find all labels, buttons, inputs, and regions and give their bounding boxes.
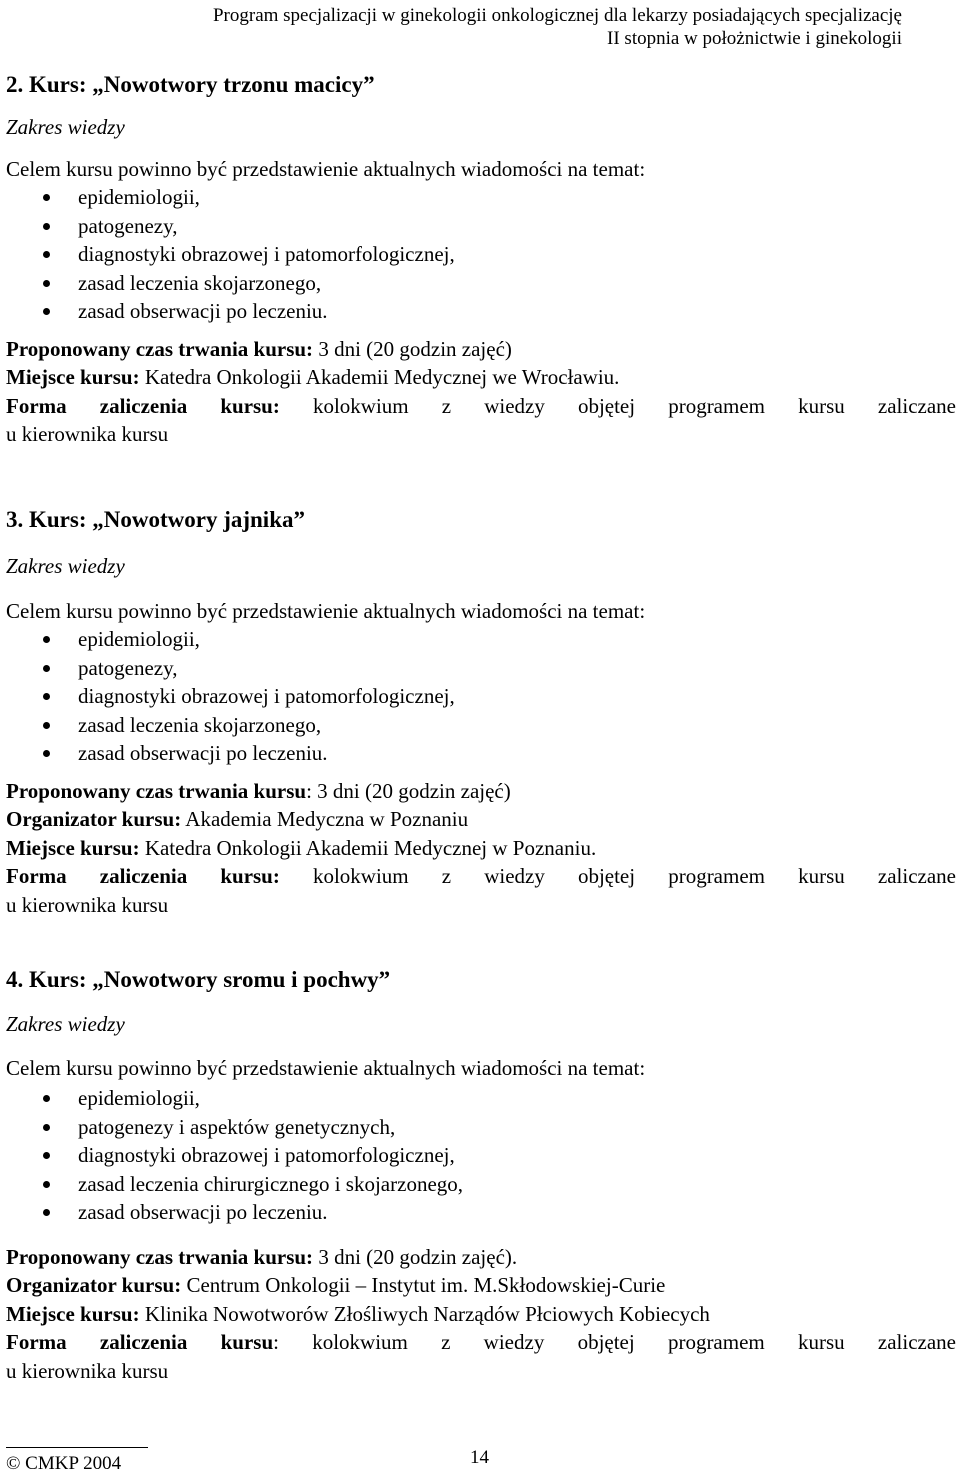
duration-label: Proponowany czas trwania kursu: [6, 336, 314, 361]
course-section [6, 965, 956, 1385]
list-item: zasad leczenia chirurgicznego i skojarzonego, [6, 1170, 956, 1199]
topic-list [6, 625, 956, 768]
list-item: diagnostyki obrazowej i patomorfologicznej, [6, 1141, 956, 1170]
location-line [6, 363, 956, 392]
assessment-value: kolokwium z wiedzy objętej programem kursu zaliczane [279, 393, 956, 418]
organizer-label: Organizator kursu: [6, 807, 182, 831]
assessment-value: : kolokwium z wiedzy objętej programem kursu zaliczane [273, 1330, 956, 1354]
assessment-label: Forma zaliczenia kursu: [6, 864, 280, 888]
list-item: patogenezy, [6, 212, 956, 241]
duration-label: Proponowany czas trwania kursu [6, 778, 307, 803]
header-line-2: II stopnia w położnictwie i ginekologii [607, 28, 902, 49]
course-title: 4. Kurs: „Nowotwory sromu i pochwy” [6, 967, 391, 992]
location-value: Katedra Onkologii Akademii Medycznej w Poznaniu. [139, 835, 597, 860]
location-label: Miejsce kursu: [6, 365, 140, 389]
duration-line [6, 1243, 956, 1272]
duration-value: : 3 dni (20 godzin zajęć) [306, 778, 511, 803]
assessment-line [6, 1328, 956, 1357]
course-intro: Celem kursu powinno być przedstawienie aktualnych wiadomości na temat: [6, 1055, 646, 1080]
list-item: zasad leczenia skojarzonego, [6, 269, 956, 298]
location-value: Klinika Nowotworów Złośliwych Narządów Płciowych Kobiecych [139, 1301, 710, 1326]
list-item: zasad obserwacji po leczeniu. [6, 739, 956, 768]
location-line [6, 1300, 956, 1329]
footer-divider [6, 1447, 148, 1448]
course-intro: Celem kursu powinno być przedstawienie aktualnych wiadomości na temat: [6, 598, 646, 623]
duration-line [6, 777, 956, 806]
location-label: Miejsce kursu: [6, 1301, 140, 1326]
assessment-line [6, 862, 956, 891]
topic-list [6, 1084, 956, 1227]
copyright-notice: © CMKP 2004 [6, 1453, 122, 1474]
list-item: zasad leczenia skojarzonego, [6, 711, 956, 740]
organizer-line [6, 805, 956, 834]
duration-value: 3 dni (20 godzin zajęć). [313, 1244, 518, 1269]
organizer-value: Centrum Onkologii – Instytut im. M.Skłodowskiej-Curie [181, 1273, 666, 1297]
course-title: 3. Kurs: „Nowotwory jajnika” [6, 507, 305, 532]
assessment-line [6, 392, 956, 421]
list-item: diagnostyki obrazowej i patomorfologicznej, [6, 240, 956, 269]
assessment-continuation: u kierownika kursu [6, 892, 169, 917]
list-item: patogenezy i aspektów genetycznych, [6, 1113, 956, 1142]
list-item: diagnostyki obrazowej i patomorfologicznej, [6, 682, 956, 711]
assessment-label: Forma zaliczenia kursu: [6, 393, 280, 418]
location-line [6, 834, 956, 863]
page-number: 14 [470, 1447, 489, 1468]
assessment-continuation: u kierownika kursu [6, 1358, 169, 1383]
duration-line [6, 335, 956, 364]
assessment-continuation: u kierownika kursu [6, 422, 169, 446]
header-line-1: Program specjalizacji w ginekologii onkologicznej dla lekarzy posiadających specjalizację [212, 5, 902, 26]
organizer-value: Akademia Medyczna w Poznaniu [181, 807, 469, 831]
list-item: zasad obserwacji po leczeniu. [6, 297, 956, 326]
course-section [6, 505, 956, 919]
zakres-heading: Zakres wiedzy [6, 1012, 125, 1036]
list-item: epidemiologii, [6, 183, 956, 212]
duration-label: Proponowany czas trwania kursu: [6, 1244, 314, 1269]
list-item: patogenezy, [6, 654, 956, 683]
topic-list [6, 183, 956, 326]
location-value: Katedra Onkologii Akademii Medycznej we Wrocławiu. [139, 365, 620, 389]
running-header [2, 0, 902, 50]
assessment-label: Forma zaliczenia kursu [6, 1330, 274, 1354]
organizer-label: Organizator kursu: [6, 1273, 182, 1297]
zakres-heading: Zakres wiedzy [6, 554, 125, 578]
list-item: epidemiologii, [6, 625, 956, 654]
list-item: epidemiologii, [6, 1084, 956, 1113]
course-intro: Celem kursu powinno być przedstawienie aktualnych wiadomości na temat: [6, 156, 646, 181]
zakres-heading: Zakres wiedzy [6, 115, 125, 139]
duration-value: 3 dni (20 godzin zajęć) [313, 336, 512, 361]
course-section [6, 70, 956, 449]
organizer-line [6, 1271, 956, 1300]
list-item: zasad obserwacji po leczeniu. [6, 1198, 956, 1227]
location-label: Miejsce kursu: [6, 835, 140, 860]
course-title: 2. Kurs: „Nowotwory trzonu macicy” [6, 72, 375, 97]
assessment-value: kolokwium z wiedzy objętej programem kursu zaliczane [279, 864, 956, 888]
